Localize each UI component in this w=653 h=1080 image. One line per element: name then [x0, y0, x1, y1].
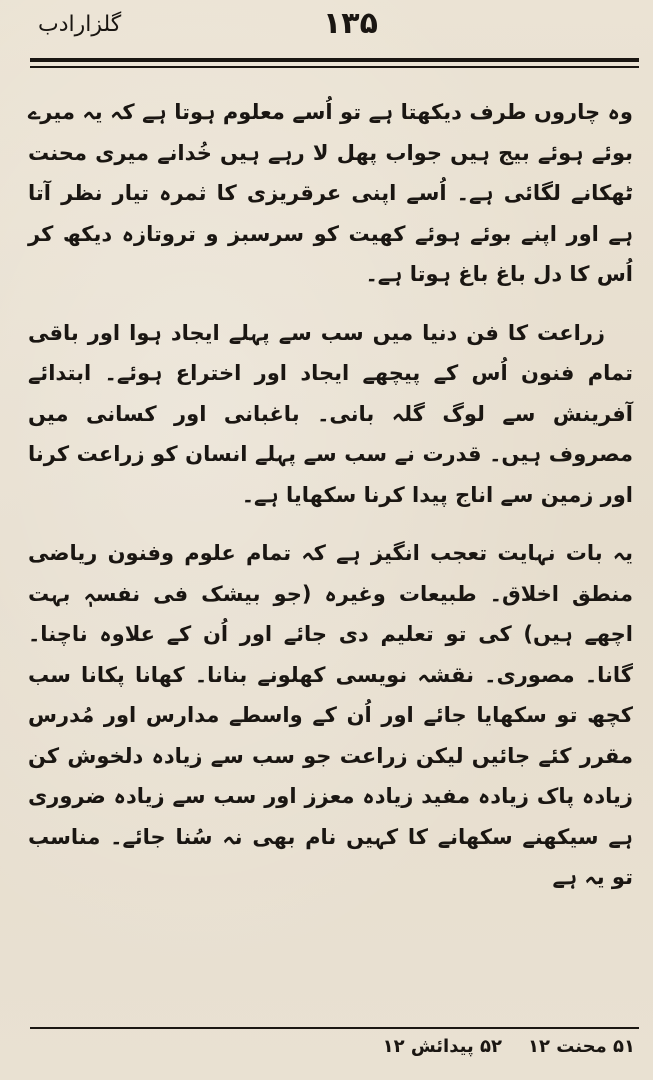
body-text	[28, 92, 633, 916]
header-rule-thick	[30, 58, 639, 62]
page-header	[28, 6, 635, 48]
running-title: گلزارادب	[38, 12, 122, 37]
paragraph-3: یہ بات نہایت تعجب انگیز ہے کہ تمام علوم وفنون ریاضی منطق اخلاق۔ طبیعات وغیرہ (جو بیشک فی نفسہٖ بہت اچھے ہیں) کی تو تعلیم دی جائے اور اُن کے علاوہ ناچنا۔ گانا۔ مصوری۔ نقشہ نویسی کھلونے بنانا۔ کھانا پکانا سب کچھ تو سکھایا جائے اور اُن کے واسطے مدارس اور مُدرس مقرر کئے جائیں لیکن زراعت جو سب سے زیادہ دلخوش کن زیادہ پاک زیادہ مفید زیادہ معزز اور سب سے زیادہ ضروری ہے سیکھنے سکھانے کا کہیں نام بھی نہ سُنا جائے۔ مناسب تو یہ ہے	[28, 541, 633, 889]
footnote-2: ۵۲ پیدائش ۱۲	[382, 1036, 502, 1057]
footnotes	[30, 1036, 635, 1057]
footnote-rule	[30, 1027, 639, 1029]
paragraph-2: زراعت کا فن دنیا میں سب سے پہلے ایجاد ہوا اور باقی تمام فنون اُس کے پیچھے ایجاد اور اختراع ہوئے۔ ابتدائے آفرینش سے لوگ گلہ بانی۔ باغبانی اور کسانی میں مصروف ہیں۔ قدرت نے سب سے پہلے انسان کو زراعت کرنا اور زمین سے اناج پیدا کرنا سکھایا ہے۔	[28, 320, 633, 507]
page-number: ۱۳۵	[323, 6, 378, 41]
footnote-1: ۵۱ محنت ۱۲	[527, 1036, 635, 1057]
paragraph-1: وہ چاروں طرف دیکھتا ہے تو اُسے معلوم ہوتا ہے کہ یہ میرے بوئے ہوئے بیج ہیں جواب پھل لا رہے ہیں خُدانے میری محنت ٹھکانے لگائی ہے۔ اُسے اپنی عرقریزی کا ثمرہ تیار نظر آتا ہے اور اپنے بوئے ہوئے کھیت کو سرسبز و تروتازہ دیکھ کر اُس کا دل باغ باغ ہوتا ہے۔	[28, 100, 633, 286]
header-rule-thin	[30, 66, 639, 68]
